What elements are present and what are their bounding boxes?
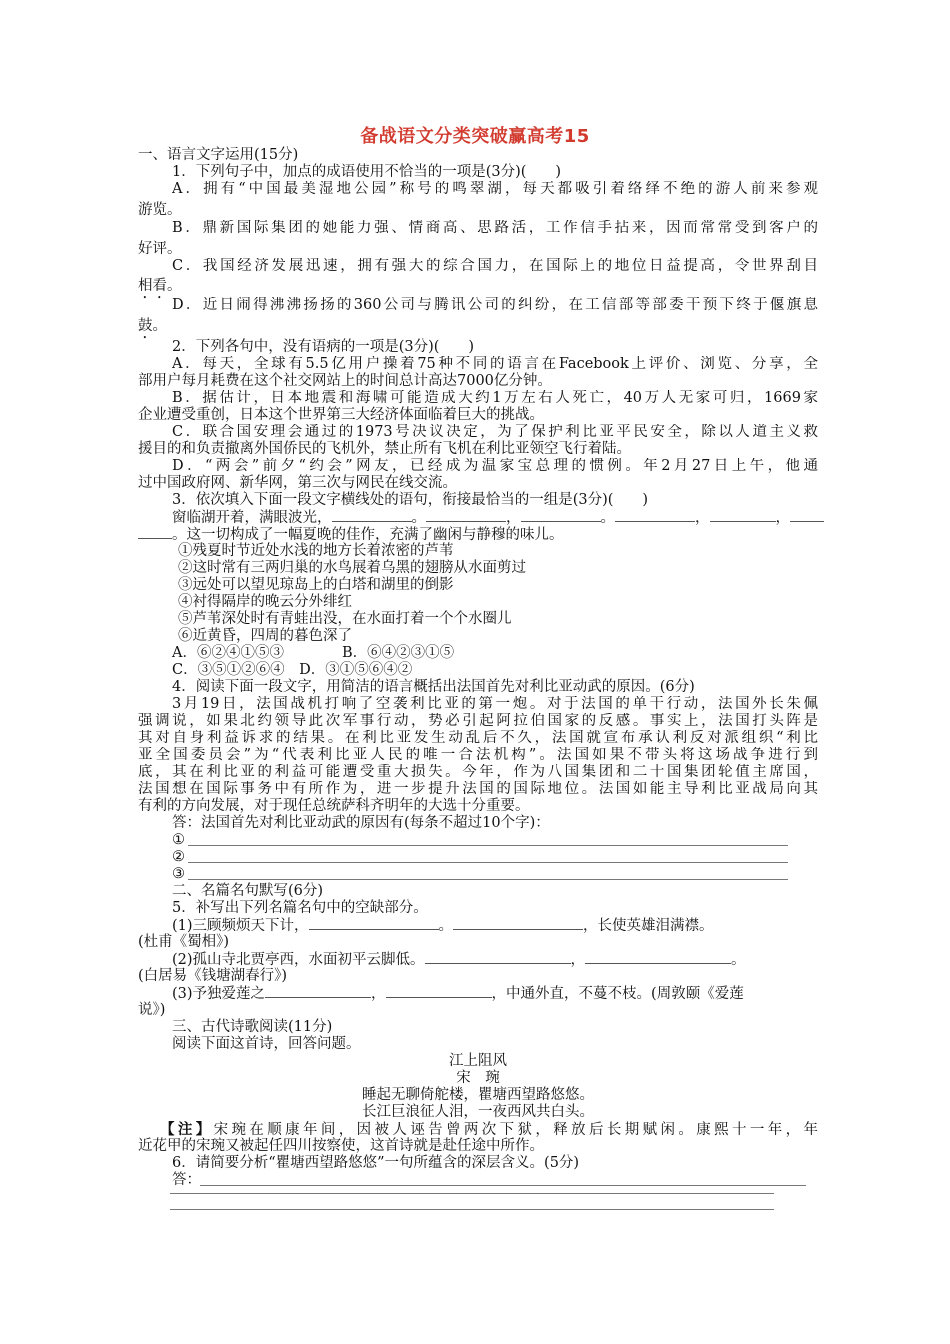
q4-passage-line: 底，其在利比亚的利益可能遭受重大损失。今年，作为八国集团和二十国集团轮值主席国， xyxy=(138,764,818,780)
q1-a-text-end: 的游人前来参观 xyxy=(698,181,818,197)
blank-6-cont xyxy=(138,526,172,539)
note-label: 【注】 xyxy=(160,1121,214,1138)
section-heading-2: 二、名篇名句默写(6分) xyxy=(172,883,324,899)
q2-option-d-cont: 过中国政府网、新华网，第三次与网民在线交流。 xyxy=(138,475,457,491)
poem-line-2: 长江巨浪征人泪，一夜西风共白头。 xyxy=(362,1104,594,1120)
q1-c-idiom: 刮目 xyxy=(786,258,818,274)
note-text: 宋琬在顺康年间，因被人诬告曾两次下狱，释放后长期赋闲。康熙十一年，年 xyxy=(213,1122,818,1138)
blank-line xyxy=(265,985,371,998)
question-5-stem: 5．补写出下列名篇名句中的空缺部分。 xyxy=(172,900,428,916)
q5-1-text-end: ，长使英雄泪满襟。 xyxy=(583,918,714,934)
question-1-stem: 1．下列句子中，加点的成语使用不恰当的一项是(3分)( ) xyxy=(172,164,562,180)
blank-line xyxy=(309,917,439,930)
poem-note-cont: 近花甲的宋琬又被起任四川按察使，这首诗就是赴任途中所作。 xyxy=(138,1138,544,1154)
q5-3-text-end: ，中通外直，不蔓不枝。(周敦颐《爱莲 xyxy=(491,986,744,1002)
question-3-stem: 3．依次填入下面一段文字横线处的语句，衔接最恰当的一组是(3分)( ) xyxy=(172,492,649,508)
q3-passage-line-1: 窗临湖开着，满眼波光， 。 ， 。 ， ， xyxy=(172,509,818,527)
q4-answer-marker-1: ① xyxy=(172,832,185,848)
poem-note xyxy=(160,1121,818,1139)
q4-answer-prompt: 答：法国首先对利比亚动武的原因有(每条不超过10个字)： xyxy=(172,815,550,831)
question-2-stem: 2．下列各句中，没有语病的一项是(3分)( ) xyxy=(172,339,475,355)
q1-b-idiom: 信手拈来 xyxy=(580,220,649,236)
q1-option-b-cont: 好评。 xyxy=(138,241,182,257)
blank-3 xyxy=(521,509,601,522)
section-heading-3: 三、古代诗歌阅读(11分) xyxy=(172,1019,333,1035)
answer-line xyxy=(200,1185,806,1186)
q5-item-1 xyxy=(172,917,818,935)
question-6-stem: 6．请简要分析“瞿塘西望路悠悠”一句所蕴含的深层含义。(5分) xyxy=(172,1155,580,1171)
blank-6 xyxy=(790,509,824,522)
q2-option-b-cont: 企业遭受重创，日本这个世界第三大经济体面临着巨大的挑战。 xyxy=(138,407,544,423)
blank-line xyxy=(453,917,583,930)
q2-option-a-cont: 部用户每月耗费在这个社交网站上的时间总计高达7000亿分钟。 xyxy=(138,373,552,389)
blank-line xyxy=(585,951,731,964)
q3-answers-cd: C．③⑤①②⑥④ D．③①⑤⑥④② xyxy=(172,662,413,678)
blank-4 xyxy=(615,509,695,522)
q1-option-a-cont: 游览。 xyxy=(138,202,182,218)
answer-line xyxy=(188,879,788,880)
q1-a-text: A．拥有“中国最美湿地公园”称号的鸣翠湖，每天都吸引着 xyxy=(172,181,628,197)
q4-passage-line: 强调说，如果北约领导此次军事行动，势必引起阿拉伯国家的反感。事实上，法国打头阵是 xyxy=(138,713,818,729)
q4-passage-line: 法国想在国际事务中有所作为，进一步提升法国的国际地位。法国如能主导利比亚战局向其 xyxy=(138,781,818,797)
q1-option-c xyxy=(172,258,818,276)
answer-line xyxy=(170,1193,774,1194)
q1-d-text: D．近日闹得沸沸扬扬的360公司与腾讯公司的纠纷，在工信部等部委干预下终于 xyxy=(172,297,770,313)
page-title: 备战语文分类突破赢高考15 xyxy=(360,126,590,147)
q3-passage-end: 。这一切构成了一幅夏晚的佳作，充满了幽闲与静穆的味儿。 xyxy=(172,527,564,543)
q5-3-punct: ， xyxy=(371,986,386,1002)
q5-3-text: (3)予独爱莲之 xyxy=(172,986,266,1002)
q5-1-punct: 。 xyxy=(438,918,454,934)
q2-option-c-cont: 援目的和负责撤离外国侨民的飞机外，禁止所有飞机在利比亚领空飞行着陆。 xyxy=(138,441,631,457)
q3-sentence-6: ⑥近黄昏，四周的暮色深了 xyxy=(178,628,352,644)
answer-line xyxy=(188,845,788,846)
q3-passage-start: 窗临湖开着，满眼波光， xyxy=(172,510,332,526)
q5-item-1-source: (杜甫《蜀相》) xyxy=(138,934,230,950)
q5-2-punct: ， xyxy=(570,952,586,968)
q1-c-idiom-end: 相看 xyxy=(138,278,167,294)
answer-line xyxy=(170,1209,774,1210)
q3-sentence-4: ④衬得隔岸的晚云分外绯红 xyxy=(178,594,352,610)
q2-option-b: B．据估计，日本地震和海啸可能造成大约1万左右人死亡，40万人无家可归，1669家 xyxy=(172,390,818,406)
q4-passage-line: 有利的方向发展，对于现任总统萨科齐明年的大选十分重要。 xyxy=(138,798,530,814)
q6-intro: 阅读下面这首诗，回答问题。 xyxy=(172,1036,361,1052)
q1-c-period: 。 xyxy=(167,278,182,294)
q1-b-text: B．鼎新国际集团的她能力强、情商高、思路活，工作 xyxy=(172,220,581,236)
q5-item-3 xyxy=(172,985,818,1003)
q1-c-text: C．我国经济发展迅速，拥有强大的综合国力，在国际上的地位日益提高，令世界 xyxy=(172,258,787,274)
blank-2 xyxy=(426,509,506,522)
q1-d-idiom-end: 鼓 xyxy=(138,318,153,334)
poem-line-1: 睡起无聊倚舵楼，瞿塘西望路悠悠。 xyxy=(362,1087,594,1103)
question-4-stem: 4．阅读下面一段文字，用简洁的语言概括出法国首先对利比亚动武的原因。(6分) xyxy=(172,679,695,695)
q3-sentence-3: ③远处可以望见琼岛上的白塔和湖里的倒影 xyxy=(178,577,454,593)
blank-1 xyxy=(332,509,412,522)
q1-a-idiom: 络绎不绝 xyxy=(627,181,699,197)
q3-sentence-2: ②这时常有三两归巢的水鸟展着乌黑的翅膀从水面剪过 xyxy=(178,560,526,576)
q3-sentence-1: ①残夏时节近处水浅的地方长着浓密的芦苇 xyxy=(178,543,454,559)
q1-option-d xyxy=(172,297,818,315)
blank-5 xyxy=(710,509,776,522)
q4-passage-line: 亚全国委员会”为“代表利比亚人民的唯一合法机构”。法国如果不带头将这场战争进行到 xyxy=(138,747,818,763)
q3-answers-ab: A．⑥②④①⑤③ B．⑥④②③①⑤ xyxy=(172,645,455,661)
q3-passage-line-2 xyxy=(138,526,818,544)
q1-d-idiom: 偃旗息 xyxy=(769,297,818,313)
q2-option-c: C．联合国安理会通过的1973号决议决定，为了保护利比亚平民安全，除以人道主义救 xyxy=(172,424,818,440)
q5-item-2 xyxy=(172,951,818,969)
q5-item-3-source: 说》) xyxy=(138,1002,166,1018)
q5-2-punct-end: 。 xyxy=(731,952,746,968)
q4-passage-line: 3月19日，法国战机打响了空袭利比亚的第一炮。对于法国的单干行动，法国外长朱佩 xyxy=(172,696,818,712)
q4-answer-marker-3: ③ xyxy=(172,866,185,882)
q4-passage-line: 其对自身利益诉求的结果。在利比亚发生动乱后不久，法国就宣布承认利反对派组织“利比 xyxy=(138,730,818,746)
blank-line xyxy=(425,951,571,964)
q1-b-text-end: ，因而常常受到客户的 xyxy=(648,220,818,236)
q1-option-b xyxy=(172,220,818,238)
blank-line xyxy=(386,985,492,998)
q3-sentence-5: ⑤芦苇深处时有青蛙出没，在水面打着一个个水圈儿 xyxy=(178,611,512,627)
poem-title: 江上阻风 xyxy=(449,1053,507,1069)
q2-option-a: A．每天，全球有5.5亿用户操着75种不同的语言在Facebook上评价、浏览、分享，全 xyxy=(172,356,818,372)
section-heading-1: 一、语言文字运用(15分) xyxy=(138,147,299,163)
q1-option-a xyxy=(172,181,818,199)
q1-d-period: 。 xyxy=(152,318,167,334)
q5-1-text: (1)三顾频烦天下计， xyxy=(172,918,309,934)
q4-answer-marker-2: ② xyxy=(172,849,185,865)
poem-author: 宋 琬 xyxy=(456,1070,500,1086)
q5-2-text: (2)孤山寺北贾亭西，水面初平云脚低。 xyxy=(172,952,425,968)
q5-item-2-source: (白居易《钱塘湖春行》) xyxy=(138,968,288,984)
q6-answer-prompt: 答： xyxy=(172,1172,201,1188)
q2-option-d: D．“两会”前夕“约会”网友，已经成为温家宝总理的惯例。年2月27日上午，他通 xyxy=(172,458,818,474)
answer-line xyxy=(188,862,788,863)
